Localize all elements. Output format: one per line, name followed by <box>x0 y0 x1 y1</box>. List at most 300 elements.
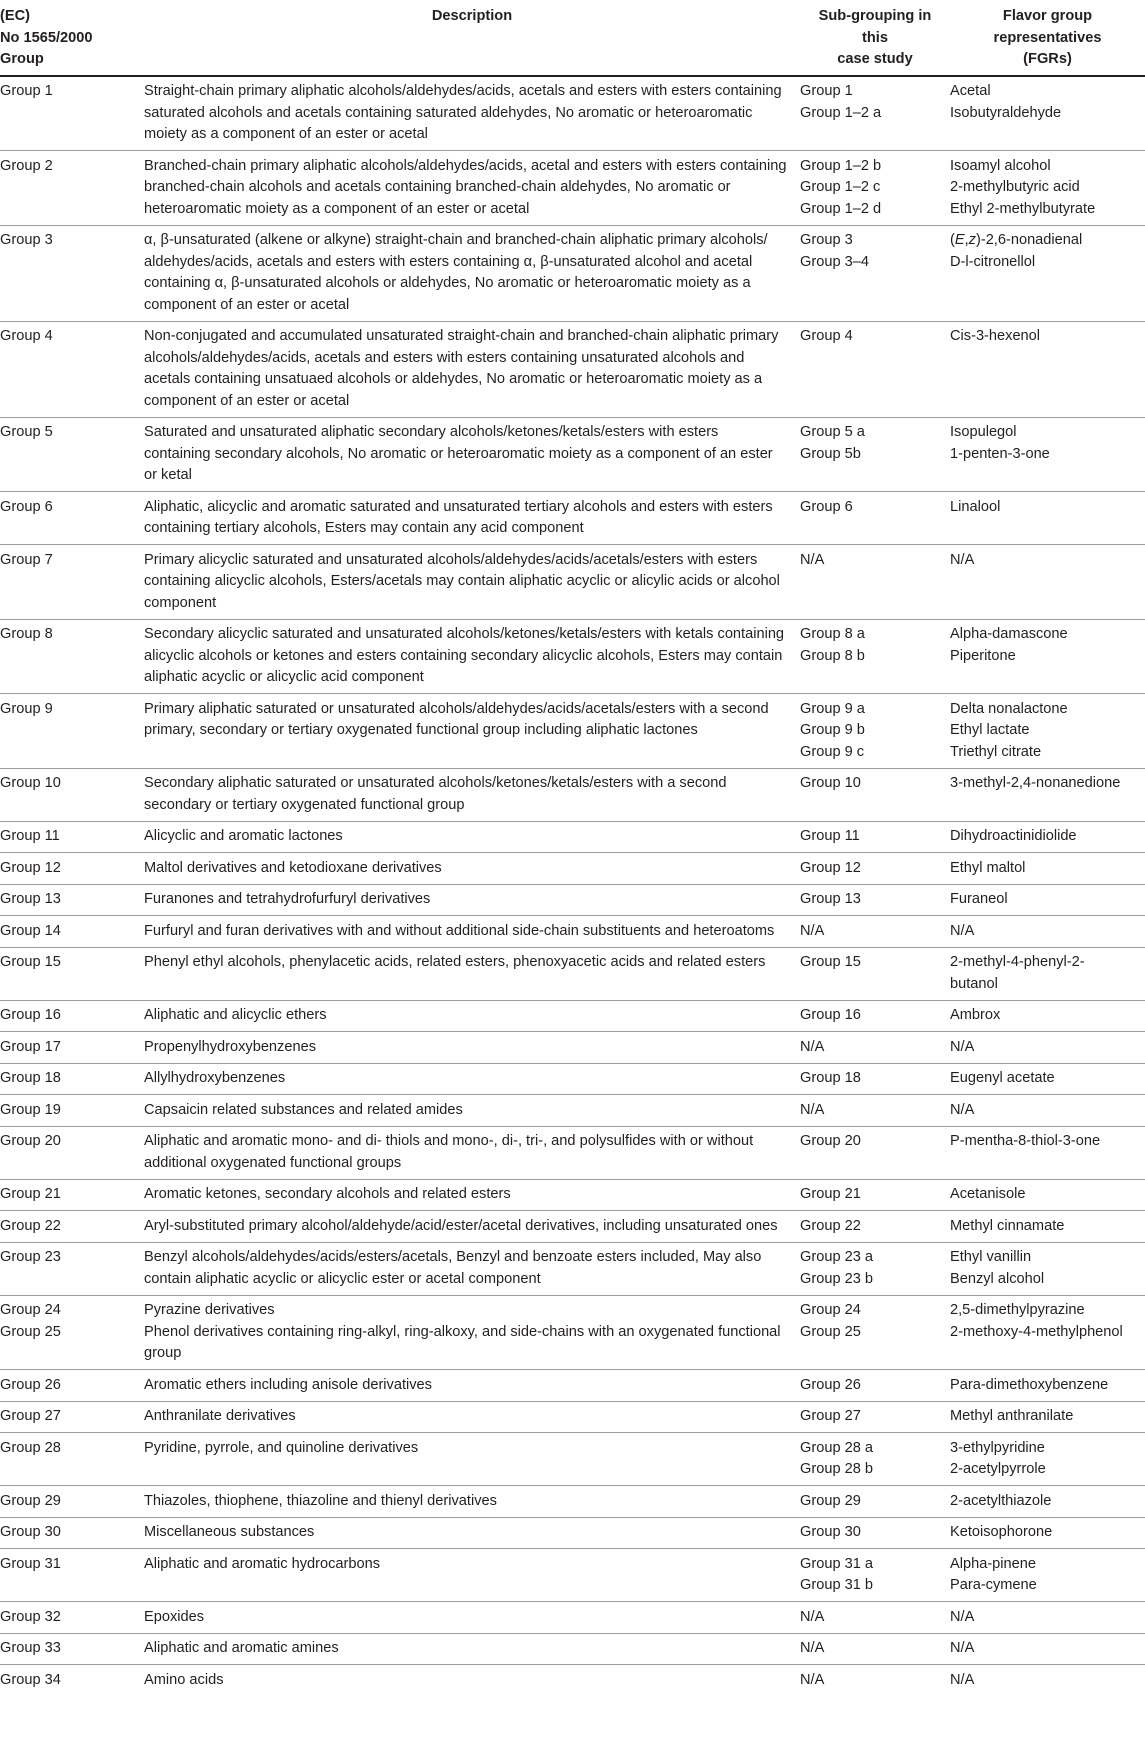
cell-group <box>0 1211 144 1243</box>
cell-subgrouping <box>800 1095 950 1127</box>
subgroup-label: Group 6 <box>800 498 853 515</box>
subgroup-label: Group 5 a <box>800 424 865 440</box>
fgr-label: 2-acetylpyrrole <box>950 1461 1046 1477</box>
fgr-label: 2-methylbutyric acid <box>950 179 1080 195</box>
cell-group <box>0 417 144 492</box>
table-row <box>0 1179 1145 1211</box>
fgr-label: N/A <box>950 1640 975 1656</box>
header-subgrouping <box>800 0 950 76</box>
cell-group <box>0 1549 144 1602</box>
cell-group <box>0 225 144 321</box>
cell-group <box>0 768 144 821</box>
header-fgr-line: representatives <box>993 29 1102 46</box>
subgroup-label: Group 23 a <box>800 1249 874 1265</box>
table-row <box>0 1401 1145 1433</box>
cell-fgr <box>950 1242 1145 1295</box>
fgr-label: Eugenyl acetate <box>950 1070 1055 1086</box>
cell-fgr <box>950 321 1145 417</box>
cell-group <box>0 1000 144 1032</box>
fgr-label: butanol <box>950 975 998 992</box>
subgroup-label: Group 24 <box>800 1302 861 1318</box>
cell-description: Benzyl alcohols/aldehydes/acids/esters/acetals, Benzyl and benzoate esters included, May also contain aliphatic acyclic or alicyclic ester or acetal component <box>144 1242 800 1295</box>
cell-fgr <box>950 492 1145 545</box>
cell-subgrouping <box>800 1242 950 1295</box>
table-row <box>0 1000 1145 1032</box>
cell-fgr <box>950 1095 1145 1127</box>
cell-description: Furfuryl and furan derivatives with and without additional side-chain substituents and heteroatoms <box>144 916 800 948</box>
cell-fgr <box>950 1486 1145 1518</box>
header-group-line: No 1565/2000 <box>0 29 93 46</box>
subgroup-label: Group 1–2 a <box>800 104 882 121</box>
cell-description: Aromatic ketones, secondary alcohols and related esters <box>144 1179 800 1211</box>
table-row <box>0 1517 1145 1549</box>
table-row <box>0 1665 1145 1696</box>
subgroup-label: Group 9 b <box>800 722 865 738</box>
cell-group <box>0 1517 144 1549</box>
cell-description: Epoxides <box>144 1602 800 1634</box>
cell-description: Allylhydroxybenzenes <box>144 1063 800 1095</box>
cell-description: Propenylhydroxybenzenes <box>144 1032 800 1064</box>
table-row <box>0 1602 1145 1634</box>
cell-group <box>0 1370 144 1402</box>
cell-subgrouping <box>800 417 950 492</box>
fgr-label: 2-methyl-4-phenyl-2- <box>950 954 1085 970</box>
cell-description: Branched-chain primary aliphatic alcohols/aldehydes/acids, acetal and esters with esters containing branched-chain alcohols and acetals containing branched-chain aldehydes, No aromatic or heteroaromatic moiety as a component of an ester or acetal <box>144 151 800 226</box>
fgr-label: Dihydroactinidiolide <box>950 828 1077 844</box>
cell-description: Aliphatic and aromatic hydrocarbons <box>144 1549 800 1602</box>
subgroup-label: N/A <box>800 551 825 568</box>
header-description: Description <box>144 0 800 76</box>
subgroup-label: N/A <box>800 922 825 939</box>
cell-fgr <box>950 417 1145 492</box>
cell-fgr <box>950 1063 1145 1095</box>
subgroup-label: Group 27 <box>800 1408 861 1424</box>
cell-group <box>0 947 144 1000</box>
fgr-label: Isoamyl alcohol <box>950 157 1051 174</box>
cell-group <box>0 916 144 948</box>
cell-group <box>0 1633 144 1665</box>
cell-subgrouping <box>800 1295 950 1370</box>
subgroup-label: Group 1–2 d <box>800 200 882 217</box>
cell-subgrouping <box>800 694 950 769</box>
cell-fgr <box>950 1000 1145 1032</box>
cell-group <box>0 1602 144 1634</box>
cell-group <box>0 1242 144 1295</box>
table-row <box>0 417 1145 492</box>
group-label: Group 24 <box>0 1302 61 1318</box>
group-label: Group 22 <box>0 1217 61 1234</box>
cell-description: Saturated and unsaturated aliphatic secondary alcohols/ketones/ketals/esters with esters containing secondary alcohols, No aromatic or heteroaromatic moiety as a component of an ester or ketal <box>144 417 800 492</box>
subgroup-label: Group 23 b <box>800 1270 874 1287</box>
subgroup-label: Group 5b <box>800 445 861 462</box>
subgroup-label: Group 8 b <box>800 647 865 664</box>
cell-fgr <box>950 545 1145 620</box>
cell-fgr <box>950 1211 1145 1243</box>
cell-description: Pyrazine derivatives Phenol derivatives containing ring-alkyl, ring-alkoxy, and side-chains with an oxygenated functional group <box>144 1295 800 1370</box>
cell-description: Non-conjugated and accumulated unsaturated straight-chain and branched-chain aliphatic primary alcohols/aldehydes/acids, acetals and esters with esters containing unsaturated alcohols and acetals containing unsatuaed alcohols or aldehydes, No aromatic or heteroaromatic moiety as a component of an ester or acetal <box>144 321 800 417</box>
fgr-label: 1-penten-3-one <box>950 445 1050 462</box>
group-label: Group 32 <box>0 1608 61 1625</box>
group-label: Group 15 <box>0 954 61 970</box>
table-row <box>0 321 1145 417</box>
fgr-label: N/A <box>950 1038 975 1055</box>
group-label: Group 27 <box>0 1408 61 1424</box>
header-group-line: (EC) <box>0 8 30 24</box>
fgr-label: Ethyl vanillin <box>950 1249 1032 1265</box>
cell-subgrouping <box>800 1549 950 1602</box>
cell-fgr <box>950 225 1145 321</box>
fgr-label: Ethyl 2-methylbutyrate <box>950 200 1096 217</box>
group-label: Group 8 <box>0 626 53 642</box>
cell-description: Secondary aliphatic saturated or unsaturated alcohols/ketones/ketals/esters with a second secondary or tertiary oxygenated functional group <box>144 768 800 821</box>
fgr-label: Methyl cinnamate <box>950 1217 1065 1234</box>
subgroup-label: N/A <box>800 1640 825 1656</box>
fgr-label: Ketoisophorone <box>950 1524 1053 1540</box>
table-row <box>0 884 1145 916</box>
cell-subgrouping <box>800 1665 950 1696</box>
subgroup-label: Group 25 <box>800 1323 861 1340</box>
fgr-label: N/A <box>950 922 975 939</box>
header-fgr-line: (FGRs) <box>1023 51 1072 67</box>
fgr-label: Furaneol <box>950 891 1008 907</box>
cell-fgr <box>950 853 1145 885</box>
header-subgrouping-line: Sub-grouping in <box>818 8 932 24</box>
cell-subgrouping <box>800 76 950 151</box>
table-row <box>0 1295 1145 1370</box>
cell-group <box>0 619 144 694</box>
fgr-label: 2-methoxy-4-methylphenol <box>950 1323 1123 1340</box>
subgroup-label: Group 9 a <box>800 700 865 717</box>
cell-fgr <box>950 151 1145 226</box>
group-label: Group 2 <box>0 157 53 174</box>
group-label: Group 13 <box>0 891 61 907</box>
cell-subgrouping <box>800 545 950 620</box>
fgr-label: N/A <box>950 551 975 568</box>
table-body <box>0 76 1145 1696</box>
group-label: Group 11 <box>0 828 60 844</box>
cell-subgrouping <box>800 1000 950 1032</box>
group-label: Group 33 <box>0 1640 61 1656</box>
group-label: Group 29 <box>0 1492 61 1509</box>
cell-description: Thiazoles, thiophene, thiazoline and thienyl derivatives <box>144 1486 800 1518</box>
cell-description: α, β-unsaturated (alkene or alkyne) straight-chain and branched-chain aliphatic primary alcohols/ aldehydes/acids, acetals and esters with esters containing α, β-unsaturated alcohol and acetal containing α, β-unsaturated alcohols or aldehydes, No aromatic or heteroaromatic moiety as a component of an ester or acetal <box>144 225 800 321</box>
cell-fgr <box>950 1633 1145 1665</box>
subgroup-label: Group 18 <box>800 1070 861 1086</box>
cell-fgr <box>950 1370 1145 1402</box>
cell-fgr <box>950 884 1145 916</box>
cell-group <box>0 76 144 151</box>
cell-description: Alicyclic and aromatic lactones <box>144 821 800 853</box>
cell-subgrouping <box>800 947 950 1000</box>
cell-group <box>0 1401 144 1433</box>
table-row <box>0 1242 1145 1295</box>
cell-subgrouping <box>800 492 950 545</box>
group-label: Group 26 <box>0 1376 61 1393</box>
cell-subgrouping <box>800 1633 950 1665</box>
cell-subgrouping <box>800 1602 950 1634</box>
cell-description: Furanones and tetrahydrofurfuryl derivatives <box>144 884 800 916</box>
cell-subgrouping <box>800 1063 950 1095</box>
fgr-label: Para-cymene <box>950 1577 1037 1593</box>
subgroup-label: Group 3–4 <box>800 253 869 270</box>
header-fgr <box>950 0 1145 76</box>
table-row <box>0 1063 1145 1095</box>
fgr-label: 2,5-dimethylpyrazine <box>950 1302 1085 1318</box>
group-label: Group 18 <box>0 1070 61 1086</box>
cell-group <box>0 853 144 885</box>
cell-fgr <box>950 1401 1145 1433</box>
fgr-label: 3-ethylpyridine <box>950 1439 1045 1456</box>
cell-group <box>0 321 144 417</box>
cell-group <box>0 151 144 226</box>
subgroup-label: Group 8 a <box>800 626 865 642</box>
subgroup-label: Group 26 <box>800 1376 861 1393</box>
cell-description: Secondary alicyclic saturated and unsaturated alcohols/ketones/ketals/esters with ketals containing alicyclic alcohols or ketones and esters containing secondary alicyclic alcohols, Esters may contain aliphatic acyclic or alicyclic acid component <box>144 619 800 694</box>
table-row <box>0 545 1145 620</box>
cell-subgrouping <box>800 853 950 885</box>
table-row <box>0 1633 1145 1665</box>
group-label: Group 3 <box>0 232 53 248</box>
group-label: Group 20 <box>0 1133 61 1149</box>
cell-description: Aliphatic, alicyclic and aromatic saturated and unsaturated tertiary alcohols and esters with esters containing tertiary alcohols, Esters may contain any acid component <box>144 492 800 545</box>
cell-description: Aromatic ethers including anisole derivatives <box>144 1370 800 1402</box>
cell-description: Phenyl ethyl alcohols, phenylacetic acids, related esters, phenoxyacetic acids and related esters <box>144 947 800 1000</box>
subgroup-label: Group 9 c <box>800 743 865 760</box>
cell-description: Pyridine, pyrrole, and quinoline derivatives <box>144 1433 800 1486</box>
table-row <box>0 1486 1145 1518</box>
table-row <box>0 821 1145 853</box>
subgroup-label: Group 13 <box>800 891 861 907</box>
cell-fgr <box>950 1602 1145 1634</box>
fgr-label: Ethyl lactate <box>950 722 1030 738</box>
fgr-label: Piperitone <box>950 647 1016 664</box>
table-row <box>0 768 1145 821</box>
cell-group <box>0 884 144 916</box>
cell-fgr <box>950 1665 1145 1696</box>
subgroup-label: Group 16 <box>800 1007 861 1023</box>
table-row <box>0 492 1145 545</box>
cell-subgrouping <box>800 821 950 853</box>
subgroup-label: Group 1 <box>800 83 853 99</box>
cell-fgr <box>950 1517 1145 1549</box>
subgroup-label: Group 1–2 c <box>800 179 881 195</box>
fgr-label: N/A <box>950 1671 975 1688</box>
cell-subgrouping <box>800 1211 950 1243</box>
group-label: Group 23 <box>0 1249 61 1265</box>
table-row <box>0 225 1145 321</box>
group-label: Group 21 <box>0 1186 61 1202</box>
cell-subgrouping <box>800 916 950 948</box>
cell-group <box>0 545 144 620</box>
fgr-label: Linalool <box>950 498 1001 515</box>
group-label: Group 19 <box>0 1101 61 1118</box>
subgroup-label: Group 22 <box>800 1217 861 1234</box>
cell-subgrouping <box>800 1370 950 1402</box>
table-row <box>0 916 1145 948</box>
table-row <box>0 1126 1145 1179</box>
group-label: Group 7 <box>0 551 53 568</box>
fgr-label: N/A <box>950 1608 975 1625</box>
cell-fgr <box>950 1549 1145 1602</box>
subgroup-label: Group 28 b <box>800 1461 874 1477</box>
fgr-label: Alpha-damascone <box>950 626 1068 642</box>
header-subgrouping-line: this <box>862 29 888 46</box>
cell-description: Primary aliphatic saturated or unsaturated alcohols/aldehydes/acids/acetals/esters with a second primary, secondary or tertiary oxygenated functional group including aliphatic lactones <box>144 694 800 769</box>
group-label: Group 1 <box>0 83 53 99</box>
group-label: Group 16 <box>0 1007 61 1023</box>
group-label: Group 34 <box>0 1671 61 1688</box>
fgr-label: Triethyl citrate <box>950 743 1042 760</box>
cell-group <box>0 1665 144 1696</box>
cell-group <box>0 1063 144 1095</box>
cell-description: Capsaicin related substances and related amides <box>144 1095 800 1127</box>
cell-subgrouping <box>800 1032 950 1064</box>
header-group <box>0 0 144 76</box>
table-row <box>0 1211 1145 1243</box>
fgr-label: (E,z)-2,6-nonadienal <box>950 232 1083 248</box>
fgr-label: Isopulegol <box>950 424 1017 440</box>
table-row <box>0 1032 1145 1064</box>
cell-subgrouping <box>800 1517 950 1549</box>
group-label: Group 28 <box>0 1439 61 1456</box>
table-row <box>0 947 1145 1000</box>
cell-description: Aliphatic and aromatic amines <box>144 1633 800 1665</box>
cell-group <box>0 1433 144 1486</box>
fgr-label: Ambrox <box>950 1007 1001 1023</box>
table-row <box>0 1433 1145 1486</box>
group-label: Group 17 <box>0 1038 61 1055</box>
cell-description: Primary alicyclic saturated and unsaturated alcohols/aldehydes/acids/acetals/esters with esters containing alicyclic alcohols, Esters/acetals may contain aliphatic acyclic or alicylic acids or alcohol component <box>144 545 800 620</box>
cell-description: Maltol derivatives and ketodioxane derivatives <box>144 853 800 885</box>
table-row <box>0 76 1145 151</box>
cell-fgr <box>950 1179 1145 1211</box>
cell-description: Anthranilate derivatives <box>144 1401 800 1433</box>
header-fgr-line: Flavor group <box>1002 8 1093 24</box>
cell-fgr <box>950 1032 1145 1064</box>
subgroup-label: N/A <box>800 1671 825 1688</box>
cell-subgrouping <box>800 321 950 417</box>
subgroup-label: Group 28 a <box>800 1439 874 1456</box>
cell-subgrouping <box>800 1179 950 1211</box>
cell-group <box>0 1095 144 1127</box>
subgroup-label: Group 30 <box>800 1524 861 1540</box>
cell-description: Miscellaneous substances <box>144 1517 800 1549</box>
cell-fgr <box>950 821 1145 853</box>
table-header-row <box>0 0 1145 76</box>
group-label: Group 31 <box>0 1555 61 1572</box>
group-label: Group 5 <box>0 424 53 440</box>
cell-group <box>0 1486 144 1518</box>
subgroup-label: N/A <box>800 1038 825 1055</box>
fgr-label: Para-dimethoxybenzene <box>950 1376 1109 1393</box>
group-label: Group 9 <box>0 700 53 717</box>
table-row <box>0 151 1145 226</box>
group-label: Group 25 <box>0 1323 61 1340</box>
cell-fgr <box>950 947 1145 1000</box>
group-label: Group 6 <box>0 498 53 515</box>
fgr-label: Acetanisole <box>950 1186 1026 1202</box>
header-group-line: Group <box>0 51 44 67</box>
fgr-label: Isobutyraldehyde <box>950 104 1062 121</box>
cell-subgrouping <box>800 884 950 916</box>
cell-subgrouping <box>800 768 950 821</box>
table-row <box>0 619 1145 694</box>
cell-group <box>0 821 144 853</box>
table-row <box>0 1095 1145 1127</box>
cell-description: Straight-chain primary aliphatic alcohols/aldehydes/acids, acetals and esters with esters containing saturated alcohols and acetals containing saturated aldehydes, No aromatic or heteroaromatic moiety as a component of an ester or acetal <box>144 83 782 142</box>
subgroup-label: Group 31 a <box>800 1555 874 1572</box>
cell-group <box>0 694 144 769</box>
group-label: Group 10 <box>0 775 61 791</box>
cell-fgr <box>950 768 1145 821</box>
cell-fgr <box>950 916 1145 948</box>
cell-subgrouping <box>800 1486 950 1518</box>
subgroup-label: Group 31 b <box>800 1577 874 1593</box>
subgroup-label: Group 12 <box>800 859 861 876</box>
cell-fgr <box>950 694 1145 769</box>
group-label: Group 14 <box>0 922 61 939</box>
fgr-label: Alpha-pinene <box>950 1555 1037 1572</box>
fgr-label: Benzyl alcohol <box>950 1270 1045 1287</box>
subgroup-label: Group 20 <box>800 1133 861 1149</box>
cell-description: Aliphatic and aromatic mono- and di- thiols and mono-, di-, tri-, and polysulfides with or without additional oxygenated functional groups <box>144 1126 800 1179</box>
table-row <box>0 694 1145 769</box>
fgr-label: Acetal <box>950 83 991 99</box>
subgroup-label: Group 3 <box>800 232 853 248</box>
cell-fgr <box>950 76 1145 151</box>
cell-fgr <box>950 1295 1145 1370</box>
subgroup-label: N/A <box>800 1101 825 1118</box>
cell-group <box>0 1295 144 1370</box>
subgroup-label: Group 1–2 b <box>800 157 882 174</box>
cell-subgrouping <box>800 1401 950 1433</box>
fgr-label: N/A <box>950 1101 975 1118</box>
cell-group <box>0 1179 144 1211</box>
subgroup-label: Group 11 <box>800 828 860 844</box>
cell-group <box>0 492 144 545</box>
group-label: Group 4 <box>0 328 53 344</box>
fgr-label: D-l-citronellol <box>950 253 1036 270</box>
cell-subgrouping <box>800 151 950 226</box>
cell-fgr <box>950 1126 1145 1179</box>
group-label: Group 30 <box>0 1524 61 1540</box>
cell-group <box>0 1126 144 1179</box>
subgroup-label: N/A <box>800 1608 825 1625</box>
fgr-label: Cis-3-hexenol <box>950 328 1041 344</box>
cell-subgrouping <box>800 1126 950 1179</box>
fgr-label: 3-methyl-2,4-nonanedione <box>950 775 1121 791</box>
header-subgrouping-line: case study <box>837 51 913 67</box>
table-row <box>0 853 1145 885</box>
subgroup-label: Group 10 <box>800 775 861 791</box>
cell-subgrouping <box>800 1433 950 1486</box>
cell-fgr <box>950 619 1145 694</box>
cell-subgrouping <box>800 619 950 694</box>
cell-description: Aliphatic and alicyclic ethers <box>144 1000 800 1032</box>
table-row <box>0 1549 1145 1602</box>
cell-group <box>0 1032 144 1064</box>
fgr-label: Delta nonalactone <box>950 700 1068 717</box>
cell-description: Aryl-substituted primary alcohol/aldehyde/acid/ester/acetal derivatives, including unsaturated ones <box>144 1211 800 1243</box>
table-row <box>0 1370 1145 1402</box>
fgr-label: Ethyl maltol <box>950 859 1026 876</box>
subgroup-label: Group 15 <box>800 954 861 970</box>
subgroup-label: Group 21 <box>800 1186 861 1202</box>
subgroup-label: Group 4 <box>800 328 853 344</box>
fgr-label: P-mentha-8-thiol-3-one <box>950 1133 1101 1149</box>
cell-subgrouping <box>800 225 950 321</box>
fgr-label: 2-acetylthiazole <box>950 1492 1052 1509</box>
